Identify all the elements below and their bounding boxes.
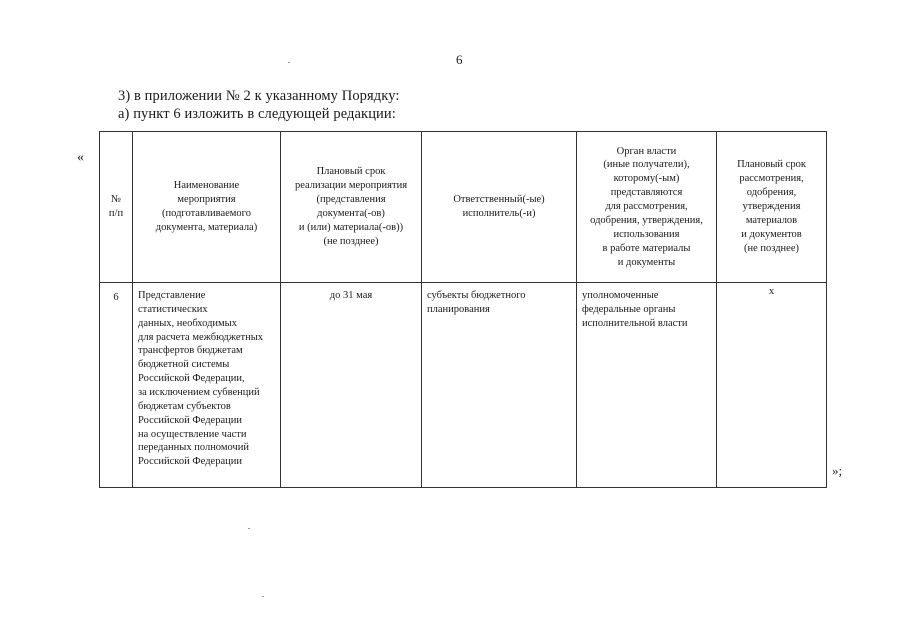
document-table xyxy=(99,131,827,488)
cell-review-term: х xyxy=(717,283,827,488)
scan-speck xyxy=(288,62,290,63)
header-term: Плановый срок реализации мероприятия (представления документа(-ов) и (или) материала(-ов)) (не позднее) xyxy=(281,132,422,283)
header-name: Наименование мероприятия (подготавливаемого документа, материала) xyxy=(133,132,281,283)
cell-number: 6 xyxy=(100,283,133,488)
header-review-term: Плановый срок рассмотрения, одобрения, утверждения материалов и документов (не позднее) xyxy=(717,132,827,283)
cell-name: Представление статистических данных, необходимых для расчета межбюджетных трансфертов бюджетам бюджетной системы Российской Федерации, за исключением субвенций бюджетам субъектов Российской Федерации на осуществление части переданных полномочий Российской Федерации xyxy=(133,283,281,488)
page-number: 6 xyxy=(456,52,463,67)
intro-line-1: 3) в приложении № 2 к указанному Порядку: xyxy=(118,88,400,104)
close-quote: »; xyxy=(832,463,843,478)
header-authority: Орган власти (иные получатели), которому(-ым) представляются для рассмотрения, одобрения, утверждения, использования в работе материалы и документы xyxy=(577,132,717,283)
intro-line-2: а) пункт 6 изложить в следующей редакции: xyxy=(118,106,396,122)
cell-responsible: субъекты бюджетного планирования xyxy=(422,283,577,488)
header-responsible: Ответственный(-ые) исполнитель(-и) xyxy=(422,132,577,283)
scan-speck xyxy=(248,528,250,529)
open-quote: « xyxy=(77,150,84,165)
cell-authority: уполномоченные федеральные органы исполнительной власти xyxy=(577,283,717,488)
header-number: № п/п xyxy=(100,132,133,283)
table-header-row xyxy=(100,132,827,283)
scan-speck xyxy=(262,596,264,597)
table-row xyxy=(100,283,827,488)
cell-term: до 31 мая xyxy=(281,283,422,488)
